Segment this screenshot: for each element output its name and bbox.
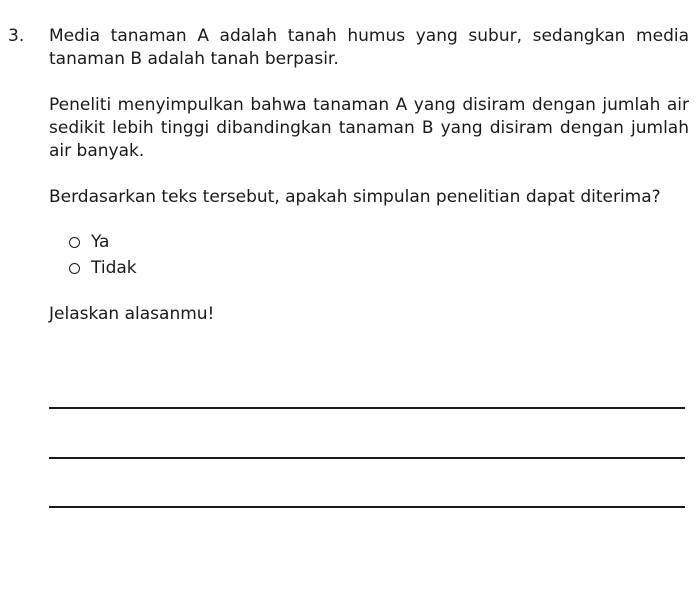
option-tidak[interactable] <box>69 255 689 281</box>
radio-circle-icon[interactable] <box>69 263 80 274</box>
explanation-instruction: Jelaskan alasanmu! <box>49 304 215 324</box>
question-number: 3. <box>8 26 25 46</box>
option-label: Ya <box>91 231 110 252</box>
question-prompt: Berdasarkan teks tersebut, apakah simpulan penelitian dapat diterima? <box>49 187 661 207</box>
answer-options <box>69 229 689 281</box>
question-body <box>49 25 689 326</box>
radio-circle-icon[interactable] <box>69 237 80 248</box>
answer-line[interactable] <box>49 506 685 508</box>
research-conclusion: Peneliti menyimpulkan bahwa tanaman A yang disiram dengan jumlah air sedikit lebih tinggi dibandingkan tanaman B yang disiram dengan jumlah air banyak. <box>49 95 689 161</box>
option-ya[interactable] <box>69 229 689 255</box>
answer-line[interactable] <box>49 407 685 409</box>
answer-line[interactable] <box>49 457 685 459</box>
question-context: Media tanaman A adalah tanah humus yang subur, sedangkan media tanaman B adalah tanah berpasir. <box>49 26 689 69</box>
option-label: Tidak <box>91 257 137 278</box>
